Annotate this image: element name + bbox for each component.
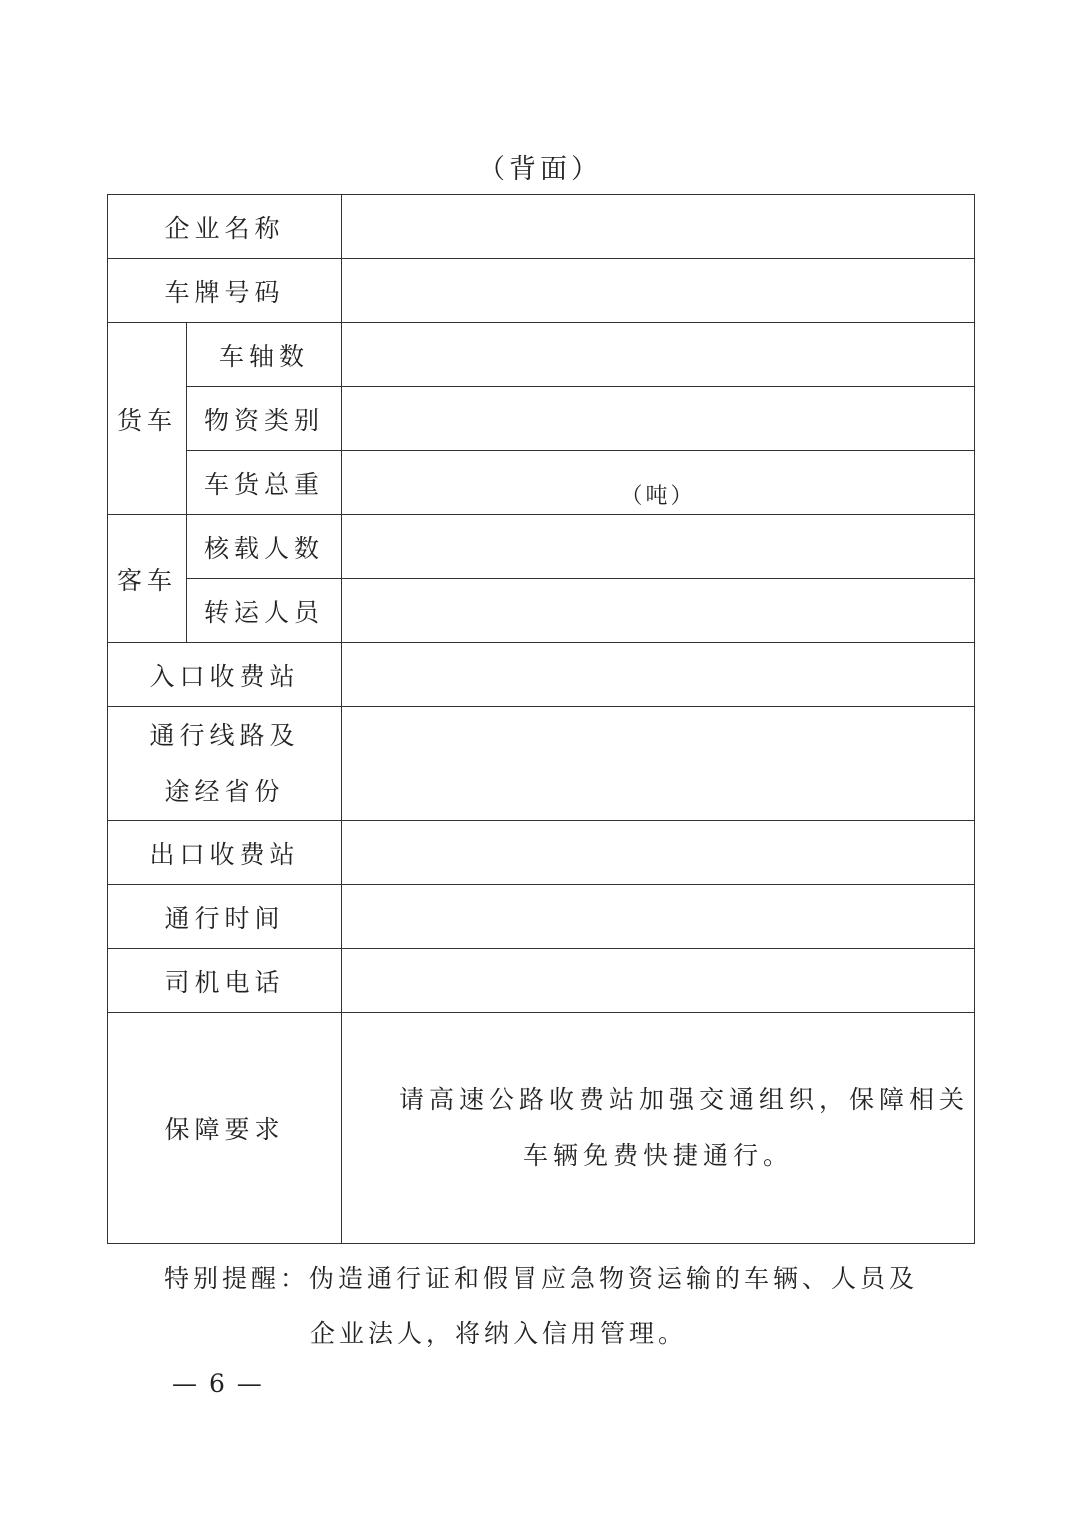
- field-passengers[interactable]: [342, 579, 975, 643]
- row-gross-weight: [108, 451, 975, 515]
- label-entry-station: 入口收费站: [108, 643, 342, 707]
- page-title: （背面）: [478, 154, 602, 185]
- field-exit-station[interactable]: [342, 821, 975, 885]
- label-capacity: 核载人数: [187, 515, 342, 579]
- field-entry-station[interactable]: [342, 643, 975, 707]
- label-route: [108, 707, 342, 821]
- field-axles[interactable]: [342, 323, 975, 387]
- pass-form-table: [107, 194, 975, 1244]
- row-travel-time: [108, 885, 975, 949]
- field-plate-number[interactable]: [342, 259, 975, 323]
- field-cargo-type[interactable]: [342, 387, 975, 451]
- row-plate-number: [108, 259, 975, 323]
- label-exit-station: 出口收费站: [108, 821, 342, 885]
- field-company-name[interactable]: [342, 195, 975, 259]
- field-route[interactable]: [342, 707, 975, 821]
- row-axles: [108, 323, 975, 387]
- field-travel-time[interactable]: [342, 885, 975, 949]
- row-company-name: [108, 195, 975, 259]
- row-guarantee: [108, 1013, 975, 1244]
- notice-line-1: 特别提醒：伪造通行证和假冒应急物资运输的车辆、人员及: [164, 1264, 919, 1293]
- row-cargo-type: [108, 387, 975, 451]
- field-capacity[interactable]: [342, 515, 975, 579]
- row-passengers: [108, 579, 975, 643]
- row-capacity: [108, 515, 975, 579]
- page-number: — 6 —: [172, 1369, 264, 1398]
- weight-unit: （吨）: [620, 484, 696, 509]
- label-route-line2: 途经省份: [164, 776, 285, 806]
- row-exit-station: [108, 821, 975, 885]
- guarantee-text: 请高速公路收费站加强交通组织，保障相关车辆免费快捷通行。: [342, 1013, 975, 1244]
- label-gross-weight: 车货总重: [187, 451, 342, 515]
- row-driver-phone: [108, 949, 975, 1013]
- notice-line-2: 企业法人，将纳入信用管理。: [310, 1319, 688, 1348]
- field-driver-phone[interactable]: [342, 949, 975, 1013]
- label-route-line1: 通行线路及: [149, 720, 300, 750]
- label-bus-group: 客车: [108, 515, 187, 643]
- row-route: [108, 707, 975, 821]
- label-plate-number: 车牌号码: [108, 259, 342, 323]
- label-driver-phone: 司机电话: [108, 949, 342, 1013]
- label-guarantee: 保障要求: [108, 1013, 342, 1244]
- field-gross-weight[interactable]: [342, 451, 975, 515]
- label-passengers: 转运人员: [187, 579, 342, 643]
- label-company-name: 企业名称: [108, 195, 342, 259]
- row-entry-station: [108, 643, 975, 707]
- label-truck-group: 货车: [108, 323, 187, 515]
- label-cargo-type: 物资类别: [187, 387, 342, 451]
- label-travel-time: 通行时间: [108, 885, 342, 949]
- label-axles: 车轴数: [187, 323, 342, 387]
